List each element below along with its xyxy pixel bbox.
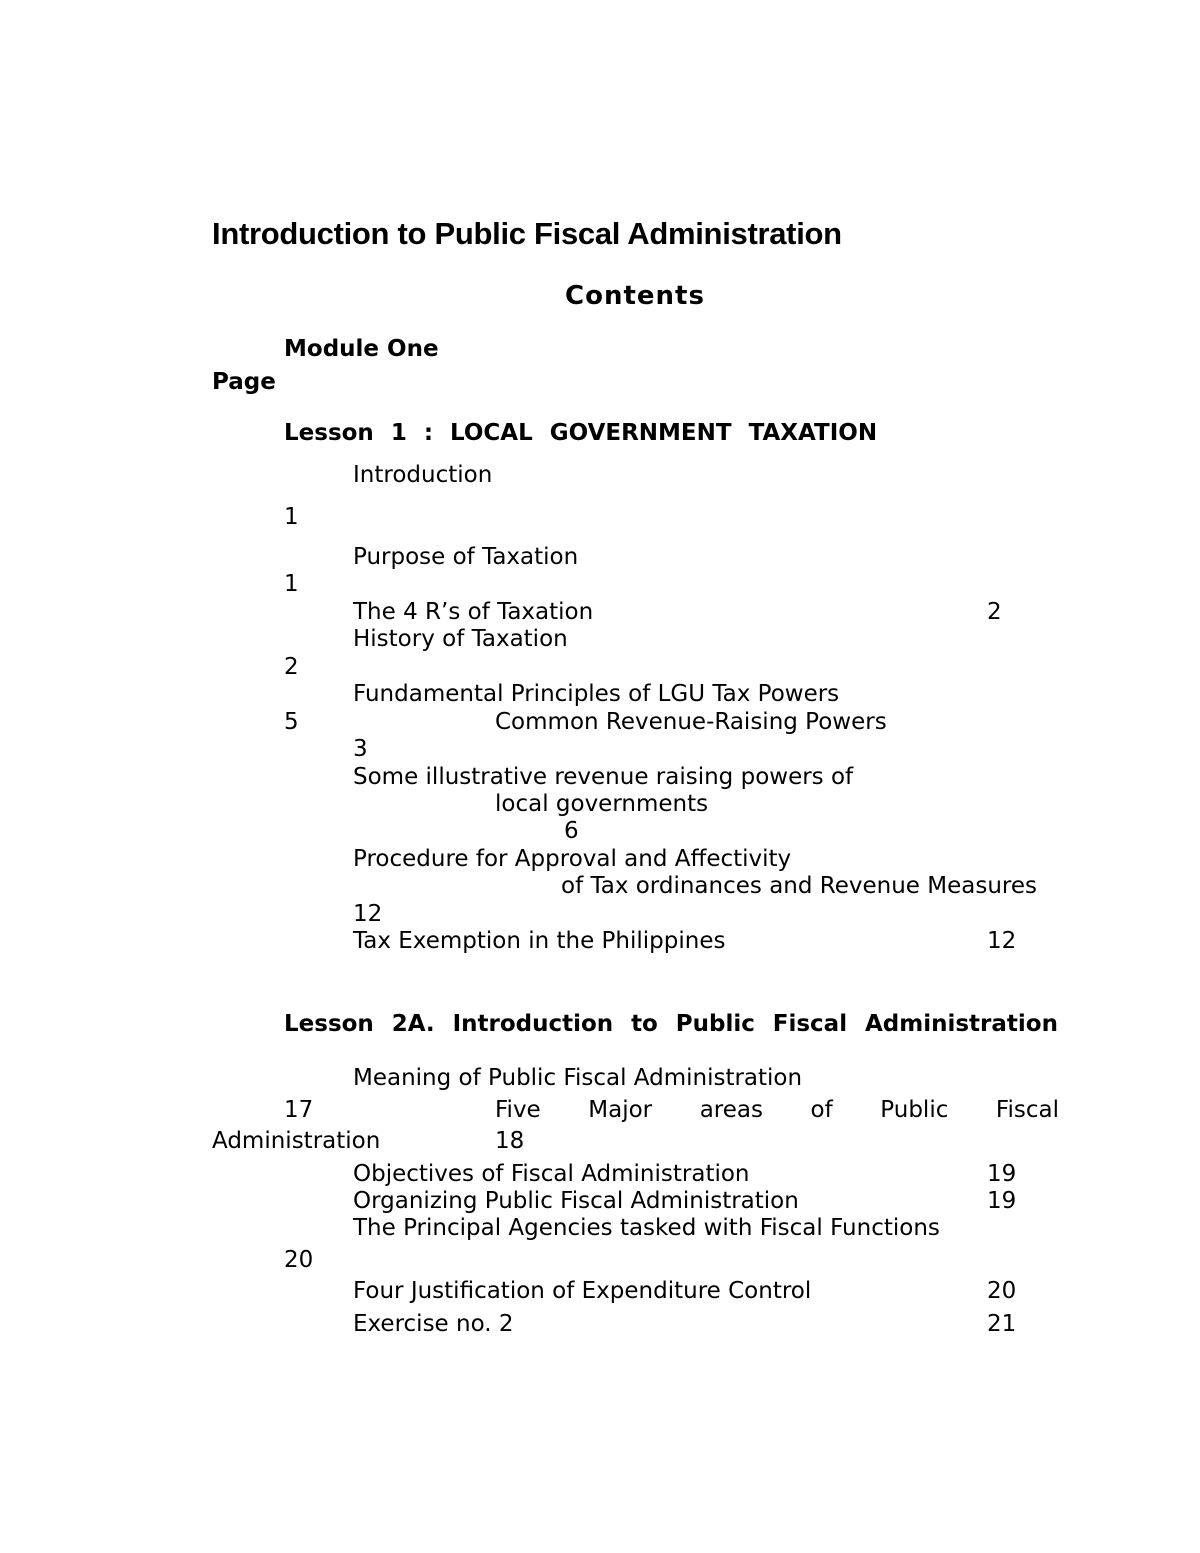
five-major-word: Five <box>495 1097 541 1123</box>
toc-page-meaning: 17 <box>284 1097 314 1123</box>
lesson-2a-word: 2A. <box>391 1011 435 1037</box>
toc-entry-common-revenue: Common Revenue-Raising Powers <box>495 709 887 735</box>
toc-page-objectives: 19 <box>987 1161 1017 1187</box>
toc-page-principal-agencies: 20 <box>284 1247 314 1273</box>
lesson-2a-word: Lesson <box>284 1011 374 1037</box>
toc-entry-illustrative-powers-cont: local governments <box>495 791 709 817</box>
toc-entry-procedure-approval: Procedure for Approval and Affectivity <box>353 846 792 872</box>
toc-entry-organizing: Organizing Public Fiscal Administration <box>353 1188 799 1214</box>
document-title: Introduction to Public Fiscal Administration <box>212 216 842 251</box>
lesson-1-title: Lesson 1 : LOCAL GOVERNMENT TAXATION <box>284 420 878 446</box>
page-column-heading: Page <box>212 369 276 395</box>
toc-entry-four-rs: The 4 R’s of Taxation <box>353 599 594 625</box>
toc-entry-five-major-areas <box>495 1099 1059 1122</box>
toc-page-procedure-approval: 12 <box>353 901 383 927</box>
toc-page-four-justification: 20 <box>987 1278 1017 1304</box>
toc-entry-introduction: Introduction <box>353 462 493 488</box>
toc-entry-illustrative-powers: Some illustrative revenue raising powers of <box>353 764 854 790</box>
toc-entry-fundamental-principles: Fundamental Principles of LGU Tax Powers <box>353 681 840 707</box>
toc-entry-five-major-areas-cont: Administration <box>212 1128 381 1154</box>
toc-entry-four-justification: Four Justification of Expenditure Control <box>353 1278 812 1304</box>
toc-page-history: 2 <box>284 654 299 680</box>
toc-page-fundamental-principles: 5 <box>284 709 299 735</box>
five-major-word: of <box>810 1097 833 1123</box>
five-major-word: areas <box>699 1097 763 1123</box>
lesson-2a-title <box>284 1013 1058 1036</box>
toc-entry-principal-agencies: The Principal Agencies tasked with Fiscal Functions <box>353 1215 940 1241</box>
lesson-2a-word: Introduction <box>452 1011 614 1037</box>
five-major-word: Major <box>588 1097 653 1123</box>
toc-page-tax-exemption: 12 <box>987 928 1017 954</box>
toc-page-common-revenue: 3 <box>353 736 368 762</box>
toc-page-exercise: 21 <box>987 1311 1017 1337</box>
toc-entry-objectives: Objectives of Fiscal Administration <box>353 1161 750 1187</box>
lesson-2a-word: Administration <box>864 1011 1058 1037</box>
toc-entry-procedure-approval-cont: of Tax ordinances and Revenue Measures <box>561 873 1037 899</box>
lesson-2a-word: to <box>631 1011 658 1037</box>
five-major-word: Fiscal <box>995 1097 1059 1123</box>
toc-entry-meaning: Meaning of Public Fiscal Administration <box>353 1065 803 1091</box>
five-major-word: Public <box>880 1097 949 1123</box>
toc-page-organizing: 19 <box>987 1188 1017 1214</box>
toc-entry-purpose: Purpose of Taxation <box>353 544 579 570</box>
toc-page-five-major-areas: 18 <box>495 1128 525 1154</box>
contents-heading: Contents <box>565 281 705 311</box>
toc-entry-history: History of Taxation <box>353 626 568 652</box>
toc-page-introduction: 1 <box>284 504 299 530</box>
toc-page-four-rs: 2 <box>987 599 1002 625</box>
lesson-2a-word: Fiscal <box>772 1011 848 1037</box>
module-heading: Module One <box>284 336 439 362</box>
toc-page-purpose: 1 <box>284 571 299 597</box>
lesson-2a-word: Public <box>675 1011 755 1037</box>
toc-entry-exercise: Exercise no. 2 <box>353 1311 514 1337</box>
toc-entry-tax-exemption: Tax Exemption in the Philippines <box>353 928 726 954</box>
toc-page-illustrative-powers: 6 <box>564 818 579 844</box>
